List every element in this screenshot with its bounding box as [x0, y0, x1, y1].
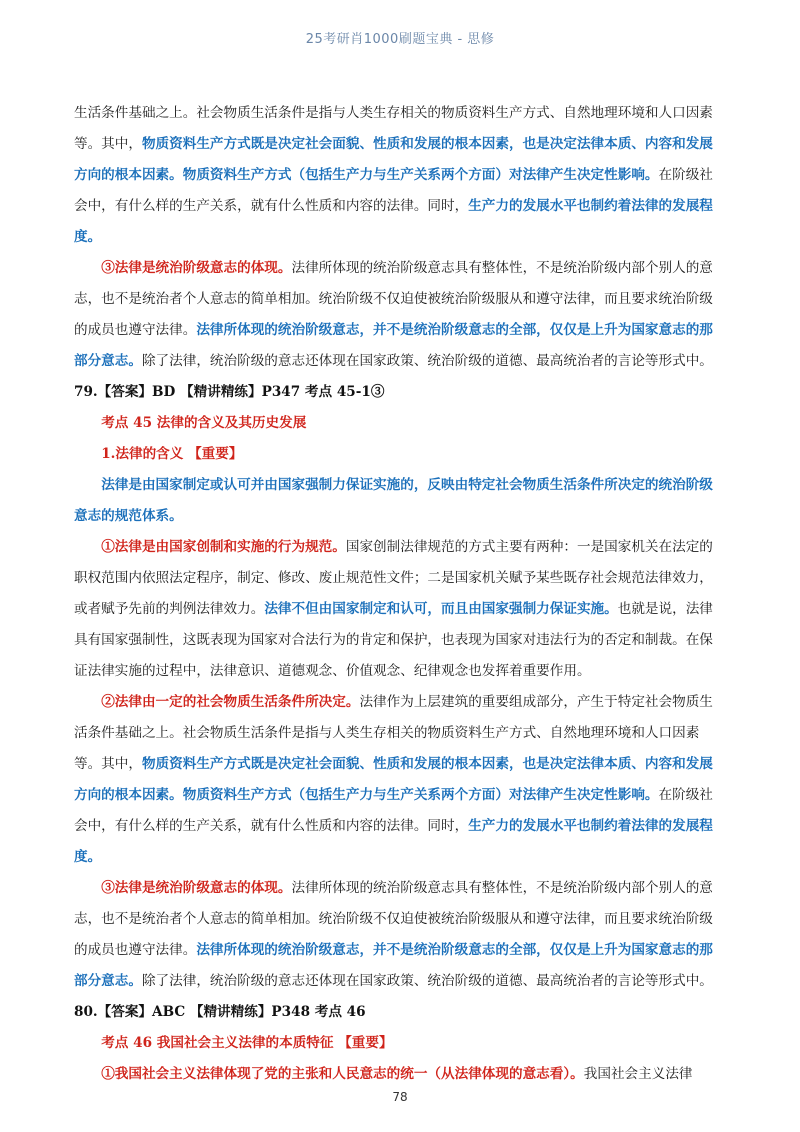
page-header: 25考研肖1000刷题宝典 - 思修 — [305, 32, 495, 47]
paragraph — [74, 687, 726, 873]
highlight-blue-text: 法律是由国家制定或认可并由国家强制力保证实施的，反映由特定社会物质生活条件所决定的统治阶级意志的规范体系。 — [74, 477, 713, 524]
paragraph — [74, 439, 726, 470]
body-text: 除了法律，统治阶级的意志还体现在国家政策、统治阶级的道德、最高统治者的言论等形式中。 — [141, 973, 713, 989]
highlight-red-text: ②法律由一定的社会物质生活条件所决定。 — [101, 694, 360, 710]
highlight-blue-text: 物质资料生产方式既是决定社会面貌、性质和发展的根本因素，也是决定法律本质、内容和发展方向的根本因素。物质资料生产方式（包括生产力与生产关系两个方面）对法律产生决定性影响。 — [74, 136, 713, 183]
highlight-blue-text: 物质资料生产方式既是决定社会面貌、性质和发展的根本因素，也是决定法律本质、内容和发展方向的根本因素。物质资料生产方式（包括生产力与生产关系两个方面）对法律产生决定性影响。 — [74, 756, 713, 803]
paragraph — [74, 253, 726, 377]
highlight-blue-text: 法律不但由国家制定和认可，而且由国家强制力保证实施。 — [264, 601, 618, 617]
paragraph — [74, 470, 726, 532]
highlight-blue-text: 法律所体现的统治阶级意志，并不是统治阶级意志的全部，仅仅是上升为国家意志的那部分意志。 — [74, 322, 713, 369]
body-text: 国家创制法律规范的方式主要有两种：一是国家机关在法定的职权范围内依照法定程序，制定、修改、废止规范性文件；二是国家机关赋予某些既存社会规范法律效力，或者赋予先前的判例法律效力。 — [74, 539, 713, 617]
highlight-red-text: 1.法律的含义 【重要】 — [101, 446, 243, 462]
paragraph — [74, 873, 726, 997]
paragraph — [74, 98, 726, 253]
paragraph — [74, 532, 726, 687]
highlight-red-text: ③法律是统治阶级意志的体现。 — [101, 880, 292, 896]
highlight-red-text: 考点 46 我国社会主义法律的本质特征 【重要】 — [101, 1035, 393, 1051]
document-body — [74, 98, 726, 1090]
highlight-blue-text: 法律所体现的统治阶级意志，并不是统治阶级意志的全部，仅仅是上升为国家意志的那部分意志。 — [74, 942, 713, 989]
highlight-red-text: 考点 45 法律的含义及其历史发展 — [101, 415, 307, 431]
paragraph — [74, 1028, 726, 1059]
highlight-blue-text: 生产力的发展水平也制约着法律的发展程度。 — [74, 818, 713, 865]
page-number: 78 — [392, 1090, 408, 1104]
highlight-red-text: ①法律是由国家创制和实施的行为规范。 — [101, 539, 346, 555]
body-text: 在阶级社会中，有什么样的生产关系，就有什么性质和内容的法律。同时， — [74, 167, 713, 214]
highlight-red-text: ①我国社会主义法律体现了党的主张和人民意志的统一（从法律体现的意志看）。 — [101, 1066, 584, 1082]
highlight-red-text: ③法律是统治阶级意志的体现。 — [101, 260, 292, 276]
body-text: 法律作为上层建筑的重要组成部分，产生于特定社会物质生活条件基础之上。社会物质生活条件是指与人类生存相关的物质资料生产方式、自然地理环境和人口因素等。其中， — [74, 694, 713, 772]
paragraph — [74, 997, 726, 1028]
body-text: 也就是说，法律具有国家强制性，这既表现为国家对合法行为的肯定和保护，也表现为国家对违法行为的否定和制裁。在保证法律实施的过程中，法律意识、道德观念、价值观念、纪律观念也发挥着重要作用。 — [74, 601, 713, 679]
body-text: 我国社会主义法律 — [583, 1066, 693, 1082]
paragraph — [74, 408, 726, 439]
highlight-blue-text: 生产力的发展水平也制约着法律的发展程度。 — [74, 198, 713, 245]
body-text: 法律所体现的统治阶级意志具有整体性，不是统治阶级内部个别人的意志，也不是统治者个人意志的简单相加。统治阶级不仅迫使被统治阶级服从和遵守法律，而且要求统治阶级的成员也遵守法律。 — [74, 260, 713, 338]
paragraph — [74, 377, 726, 408]
paragraph — [74, 1059, 726, 1090]
body-text: 在阶级社会中，有什么样的生产关系，就有什么性质和内容的法律。同时， — [74, 787, 713, 834]
body-text: 生活条件基础之上。社会物质生活条件是指与人类生存相关的物质资料生产方式、自然地理环境和人口因素等。其中， — [74, 105, 713, 152]
body-text: 除了法律，统治阶级的意志还体现在国家政策、统治阶级的道德、最高统治者的言论等形式中。 — [141, 353, 713, 369]
answer-line: 79.【答案】BD 【精讲精练】P347 考点 45-1③ — [74, 384, 385, 400]
body-text: 法律所体现的统治阶级意志具有整体性，不是统治阶级内部个别人的意志，也不是统治者个人意志的简单相加。统治阶级不仅迫使被统治阶级服从和遵守法律，而且要求统治阶级的成员也遵守法律。 — [74, 880, 713, 958]
answer-line: 80.【答案】ABC 【精讲精练】P348 考点 46 — [74, 1004, 366, 1020]
